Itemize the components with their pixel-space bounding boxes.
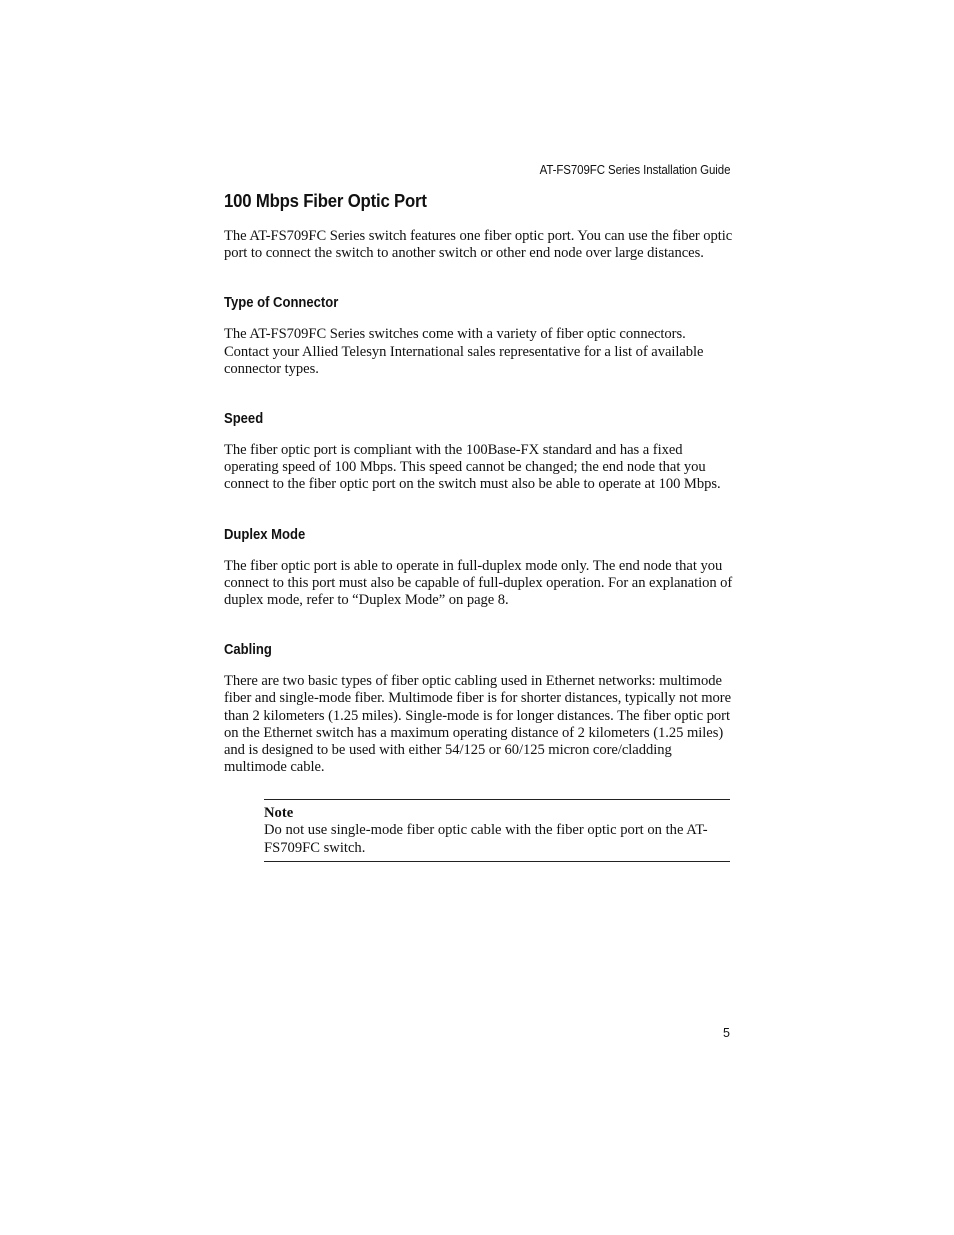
subsection-body-type-of-connector: The AT-FS709FC Series switches come with a variety of fiber optic connectors. Contact your Allied Telesyn International sales representative for a list of available connector types. [224,326,704,377]
note-box [264,799,730,861]
section-intro: The AT-FS709FC Series switch features one fiber optic port. You can use the fiber optic port to connect the switch to another switch or other end node over large distances. [224,228,733,262]
subsection-title-duplex-mode: Duplex Mode [224,526,306,543]
page-number: 5 [723,1026,730,1040]
note-text: Do not use single-mode fiber optic cable with the fiber optic port on the AT-FS709FC switch. [264,822,708,856]
running-header: AT-FS709FC Series Installation Guide [539,163,730,177]
subsection-body-duplex-mode: The fiber optic port is able to operate in full-duplex mode only. The end node that you connect to this port must also be capable of full-duplex operation. For an explanation of duplex mode, refer to “Duplex Mode” on page 8. [224,557,733,609]
subsection-title-speed: Speed [224,411,264,428]
subsection-title-type-of-connector: Type of Connector [224,295,339,312]
note-label: Note [264,805,294,822]
subsection-body-speed: The fiber optic port is compliant with the 100Base-FX standard and has a fixed operating speed of 100 Mbps. This speed cannot be changed; the end node that you connect to the fiber optic port on the switch must also be able to operate at 100 Mbps. [224,442,721,493]
subsection-title-cabling: Cabling [224,642,272,659]
page-content [224,190,733,862]
subsection-body-cabling: There are two basic types of fiber optic cabling used in Ethernet networks: multimode fiber and single-mode fiber. Multimode fiber is for shorter distances, typically not more than 2 kilometers (1.25 miles). Single-mode is for longer distances. The fiber optic port on the Ethernet switch has a maximum operating distance of 2 kilometers (1.25 miles) and is designed to be used with either 54/125 or 60/125 micron core/cladding multimode cable. [224,673,732,776]
section-title: 100 Mbps Fiber Optic Port [224,191,427,211]
